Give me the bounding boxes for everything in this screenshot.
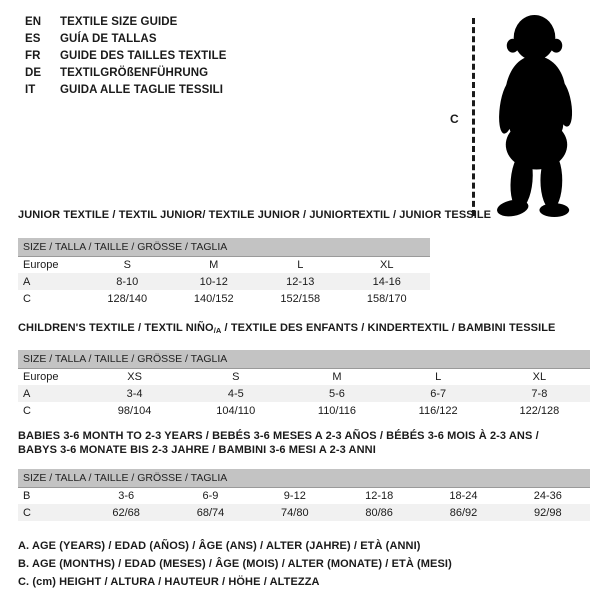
junior-textile-section: [18, 208, 590, 307]
table-cell: 18-24: [449, 489, 478, 502]
table-title-line2: BABYS 3-6 MONATE BIS 2-3 JAHRE / BAMBINI 3-6 MESI A 2-3 ANNI: [18, 444, 376, 456]
toddler-silhouette-icon: [483, 12, 588, 220]
table-cell: 24-36: [533, 489, 562, 502]
table-cell: 128/140: [107, 292, 148, 305]
language-item: [25, 82, 227, 99]
language-item: [25, 14, 227, 31]
table-cell: 14-16: [344, 273, 431, 290]
table-cell: L: [435, 370, 442, 383]
table-cell: 152/158: [280, 292, 321, 305]
size-header-cell: SIZE / TALLA / TAILLE / GRÖSSE / TAGLIA: [18, 238, 430, 256]
size-header-row: [18, 350, 590, 368]
table-cell: 68/74: [168, 504, 252, 521]
language-item: [25, 31, 227, 48]
table-cell: 8-10: [84, 273, 171, 290]
language-code: ES: [25, 33, 41, 45]
table-cell: XL: [532, 370, 547, 383]
language-label: TEXTILGRÖßENFÜHRUNG: [60, 67, 209, 79]
table-title-text: CHILDREN'S TEXTILE / TEXTIL NIÑO: [18, 322, 214, 334]
language-label: TEXTILE SIZE GUIDE: [60, 16, 178, 28]
childrens-size-table: [18, 350, 590, 419]
row-label-cell: Europe: [23, 370, 59, 383]
table-cell: S: [232, 370, 240, 383]
table-title-subscript: /A: [213, 326, 222, 335]
language-label: GUÍA DE TALLAS: [60, 33, 157, 45]
height-dashed-line: [472, 18, 475, 216]
note-height-cm: C. (cm) HEIGHT / ALTURA / HAUTEUR / HÖHE / ALTEZZA: [18, 576, 320, 588]
note-age-years: A. AGE (YEARS) / EDAD (AÑOS) / ÂGE (ANS) / ALTER (JAHRE) / ETÀ (ANNI): [18, 540, 421, 552]
language-label: GUIDA ALLE TAGLIE TESSILI: [60, 84, 224, 96]
table-cell: 6-7: [388, 385, 489, 402]
row-label-cell: C: [23, 292, 31, 305]
table-cell: 86/92: [421, 504, 505, 521]
row-label-cell: A: [18, 385, 84, 402]
table-row: [18, 290, 430, 307]
table-row: [18, 385, 590, 402]
table-row: [18, 487, 590, 504]
table-cell: 104/110: [216, 404, 256, 417]
table-row: [18, 368, 590, 385]
table-cell: 122/128: [519, 404, 560, 417]
table-title-text: / TEXTILE DES ENFANTS / KINDERTEXTIL / BAMBINI TESSILE: [221, 322, 556, 334]
table-row: [18, 273, 430, 290]
language-item: [25, 48, 227, 65]
table-row: [18, 504, 590, 521]
table-cell: 12-13: [257, 273, 344, 290]
table-cell: 110/116: [317, 404, 357, 417]
table-row: [18, 402, 590, 419]
language-item: [25, 65, 227, 82]
language-list: [25, 14, 227, 208]
table-cell: 10-12: [171, 273, 258, 290]
language-code: EN: [25, 16, 42, 28]
height-measure-label: C: [450, 112, 459, 126]
table-cell: XS: [127, 370, 142, 383]
table-cell: 62/68: [84, 504, 168, 521]
table-cell: S: [123, 258, 131, 271]
table-cell: XL: [380, 258, 394, 271]
language-label: GUIDE DES TAILLES TEXTILE: [60, 50, 227, 62]
table-cell: 9-12: [283, 489, 306, 502]
childrens-textile-section: [18, 321, 590, 419]
table-cell: 4-5: [185, 385, 286, 402]
table-cell: M: [209, 258, 219, 271]
row-label-cell: B: [23, 489, 31, 502]
legend-notes: [18, 537, 590, 591]
table-cell: 116/122: [418, 404, 458, 417]
junior-size-table: [18, 238, 430, 307]
table-cell: 92/98: [506, 504, 590, 521]
language-code: IT: [25, 84, 36, 96]
table-title: [18, 429, 590, 457]
table-cell: 12-18: [365, 489, 394, 502]
babies-textile-section: [18, 429, 590, 521]
table-cell: M: [332, 370, 342, 383]
size-header-row: [18, 469, 590, 487]
table-cell: 3-4: [84, 385, 185, 402]
size-header-cell: SIZE / TALLA / TAILLE / GRÖSSE / TAGLIA: [18, 350, 590, 368]
table-cell: 140/152: [193, 292, 234, 305]
note-age-months: B. AGE (MONTHS) / EDAD (MESES) / ÂGE (MOIS) / ALTER (MONATE) / ETÀ (MESI): [18, 558, 452, 570]
top-header: [18, 12, 590, 208]
table-cell: 7-8: [489, 385, 590, 402]
language-code: DE: [25, 67, 42, 79]
row-label-cell: A: [18, 273, 84, 290]
table-cell: 3-6: [118, 489, 135, 502]
table-cell: L: [297, 258, 304, 271]
height-measure-figure: [440, 12, 590, 220]
table-cell: 80/86: [337, 504, 421, 521]
table-title: [18, 321, 590, 338]
row-label-cell: C: [23, 404, 31, 417]
table-title: JUNIOR TEXTILE / TEXTIL JUNIOR/ TEXTILE JUNIOR / JUNIORTEXTIL / JUNIOR TESSILE: [18, 209, 492, 221]
table-cell: 98/104: [117, 404, 152, 417]
babies-size-table: [18, 469, 590, 521]
row-label-cell: C: [18, 504, 84, 521]
table-cell: 5-6: [286, 385, 387, 402]
language-code: FR: [25, 50, 41, 62]
table-cell: 74/80: [253, 504, 337, 521]
size-header-row: [18, 238, 430, 256]
table-cell: 158/170: [366, 292, 407, 305]
table-title-line1: BABIES 3-6 MONTH TO 2-3 YEARS / BEBÉS 3-6 MESES A 2-3 AÑOS / BÉBÉS 3-6 MOIS À 2-3 ANS /: [18, 430, 539, 442]
table-row: [18, 256, 430, 273]
table-cell: 6-9: [202, 489, 219, 502]
row-label-cell: Europe: [23, 258, 59, 271]
size-header-cell: SIZE / TALLA / TAILLE / GRÖSSE / TAGLIA: [18, 469, 590, 487]
